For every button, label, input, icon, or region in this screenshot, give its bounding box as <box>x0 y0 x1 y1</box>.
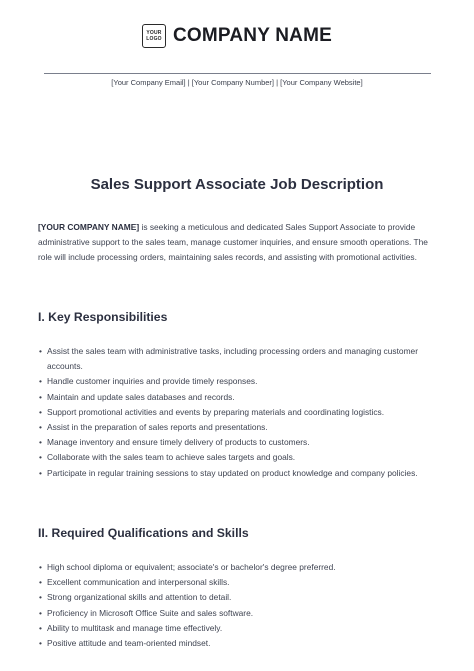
list-item: • Handle customer inquiries and provide timely responses. <box>38 374 438 389</box>
section-heading-qualifications: II. Required Qualifications and Skills <box>38 526 249 540</box>
list-item: • Assist the sales team with administrative tasks, including processing orders and managing customer accounts. <box>38 344 438 374</box>
list-item: • High school diploma or equivalent; associate's or bachelor's degree preferred. <box>38 560 438 575</box>
list-item: • Maintain and update sales databases and records. <box>38 390 438 405</box>
contact-line: [Your Company Email] | [Your Company Number] | [Your Company Website] <box>111 78 363 87</box>
intro-text: is seeking a meticulous and dedicated Sales Support Associate to provide administrative support to the sales team, manage customer inquiries, and ensure smooth operations. The role will include processing orders, maintaining sales records, and assisting with promotional activities. <box>38 222 428 263</box>
list-item: • Strong organizational skills and attention to detail. <box>38 590 438 605</box>
document-header <box>0 24 474 48</box>
list-item: • Excellent communication and interpersonal skills. <box>38 575 438 590</box>
logo-line-2: LOGO <box>146 36 162 42</box>
company-name: COMPANY NAME <box>173 25 332 46</box>
list-item: • Assist in the preparation of sales reports and presentations. <box>38 420 438 435</box>
list-item: • Proficiency in Microsoft Office Suite and sales software. <box>38 606 438 621</box>
list-item: • Collaborate with the sales team to achieve sales targets and goals. <box>38 450 438 465</box>
responsibilities-list <box>38 344 438 481</box>
list-item: • Manage inventory and ensure timely delivery of products to customers. <box>38 435 438 450</box>
section-heading-responsibilities: I. Key Responsibilities <box>38 310 168 324</box>
header-divider <box>44 73 431 74</box>
list-item: • Support promotional activities and events by preparing materials and coordinating logistics. <box>38 405 438 420</box>
intro-company-name: [YOUR COMPANY NAME] <box>38 222 140 232</box>
list-item: • Participate in regular training sessions to stay updated on product knowledge and company policies. <box>38 466 438 481</box>
company-logo <box>142 24 166 48</box>
list-item: • Positive attitude and team-oriented mindset. <box>38 636 438 651</box>
logo-line-1: YOUR <box>146 30 162 36</box>
list-item: • Ability to multitask and manage time effectively. <box>38 621 438 636</box>
document-title: Sales Support Associate Job Description <box>90 176 384 193</box>
qualifications-list <box>38 560 438 651</box>
intro-paragraph <box>38 220 438 266</box>
